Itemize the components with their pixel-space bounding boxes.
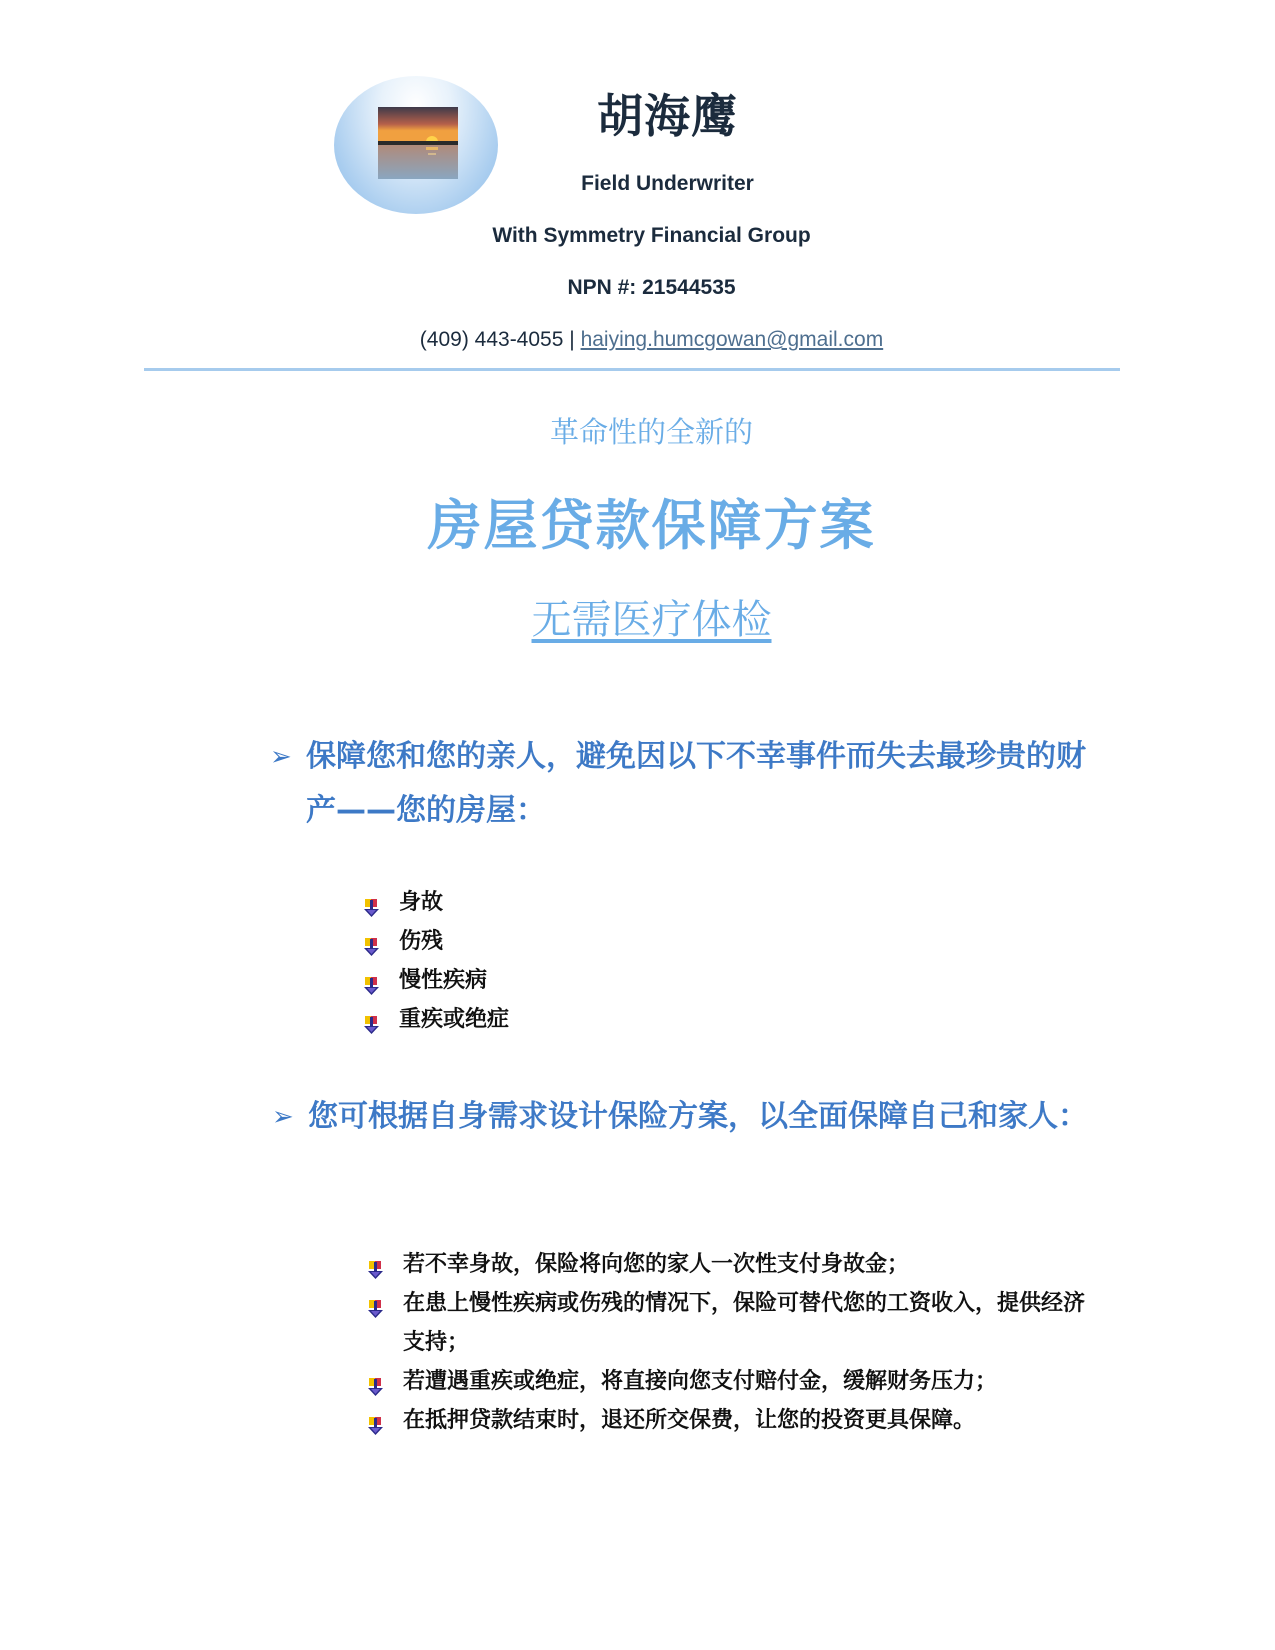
main-headline: 房屋贷款保障方案 [427, 494, 876, 557]
down-arrow-bullet-icon [362, 970, 382, 990]
section-heading [272, 1090, 1088, 1144]
list-item-text: 在抵押贷款结束时，退还所交保费，让您的投资更具保障。 [403, 1408, 976, 1433]
list-item-text: 身故 [399, 890, 444, 915]
list-item [362, 883, 862, 922]
coverage-list [362, 883, 862, 1039]
npn-number: NPN #: 21544535 [567, 276, 736, 299]
arrow-bullet-icon: ➢ [270, 742, 292, 772]
list-item [366, 1401, 1086, 1440]
down-arrow-bullet-icon [366, 1410, 386, 1430]
contact-line [0, 328, 1275, 352]
list-item [366, 1362, 1086, 1401]
list-item-text: 伤残 [399, 929, 444, 954]
down-arrow-bullet-icon [366, 1293, 386, 1313]
down-arrow-bullet-icon [366, 1254, 386, 1274]
list-item [362, 961, 862, 1000]
email-link[interactable]: haiying.humcgowan@gmail.com [580, 328, 884, 351]
section-heading [270, 730, 1086, 838]
list-item [366, 1245, 1086, 1284]
section-heading-text: 保障您和您的亲人，避免因以下不幸事件而失去最珍贵的财产——您的房屋： [306, 739, 1086, 828]
list-item [362, 1000, 862, 1039]
sub-headline: 无需医疗体检 [531, 597, 772, 643]
list-item-text: 重疾或绝症 [399, 1007, 510, 1032]
section-heading-text: 您可根据自身需求设计保险方案，以全面保障自己和家人： [308, 1099, 1088, 1134]
list-item-text: 在患上慢性疾病或伤残的情况下，保险可替代您的工资收入，提供经济支持； [403, 1291, 1086, 1355]
down-arrow-bullet-icon [366, 1371, 386, 1391]
list-item-text: 若遭遇重疾或绝症，将直接向您支付赔付金，缓解财务压力； [403, 1369, 998, 1394]
down-arrow-bullet-icon [362, 892, 382, 912]
person-name: 胡海鹰 [597, 89, 738, 143]
company-name: With Symmetry Financial Group [492, 224, 811, 247]
list-item-text: 慢性疾病 [399, 968, 488, 993]
down-arrow-bullet-icon [362, 931, 382, 951]
list-item [362, 922, 862, 961]
arrow-bullet-icon: ➢ [272, 1102, 294, 1132]
phone-number: (409) 443-4055 [419, 328, 564, 351]
list-item [366, 1284, 1086, 1362]
list-item-text: 若不幸身故，保险将向您的家人一次性支付身故金； [403, 1252, 910, 1277]
job-title: Field Underwriter [581, 172, 754, 195]
contact-separator: | [569, 328, 575, 351]
down-arrow-bullet-icon [362, 1009, 382, 1029]
benefits-list [366, 1245, 1086, 1440]
header-divider [144, 368, 1120, 371]
tagline: 革命性的全新的 [549, 415, 753, 449]
